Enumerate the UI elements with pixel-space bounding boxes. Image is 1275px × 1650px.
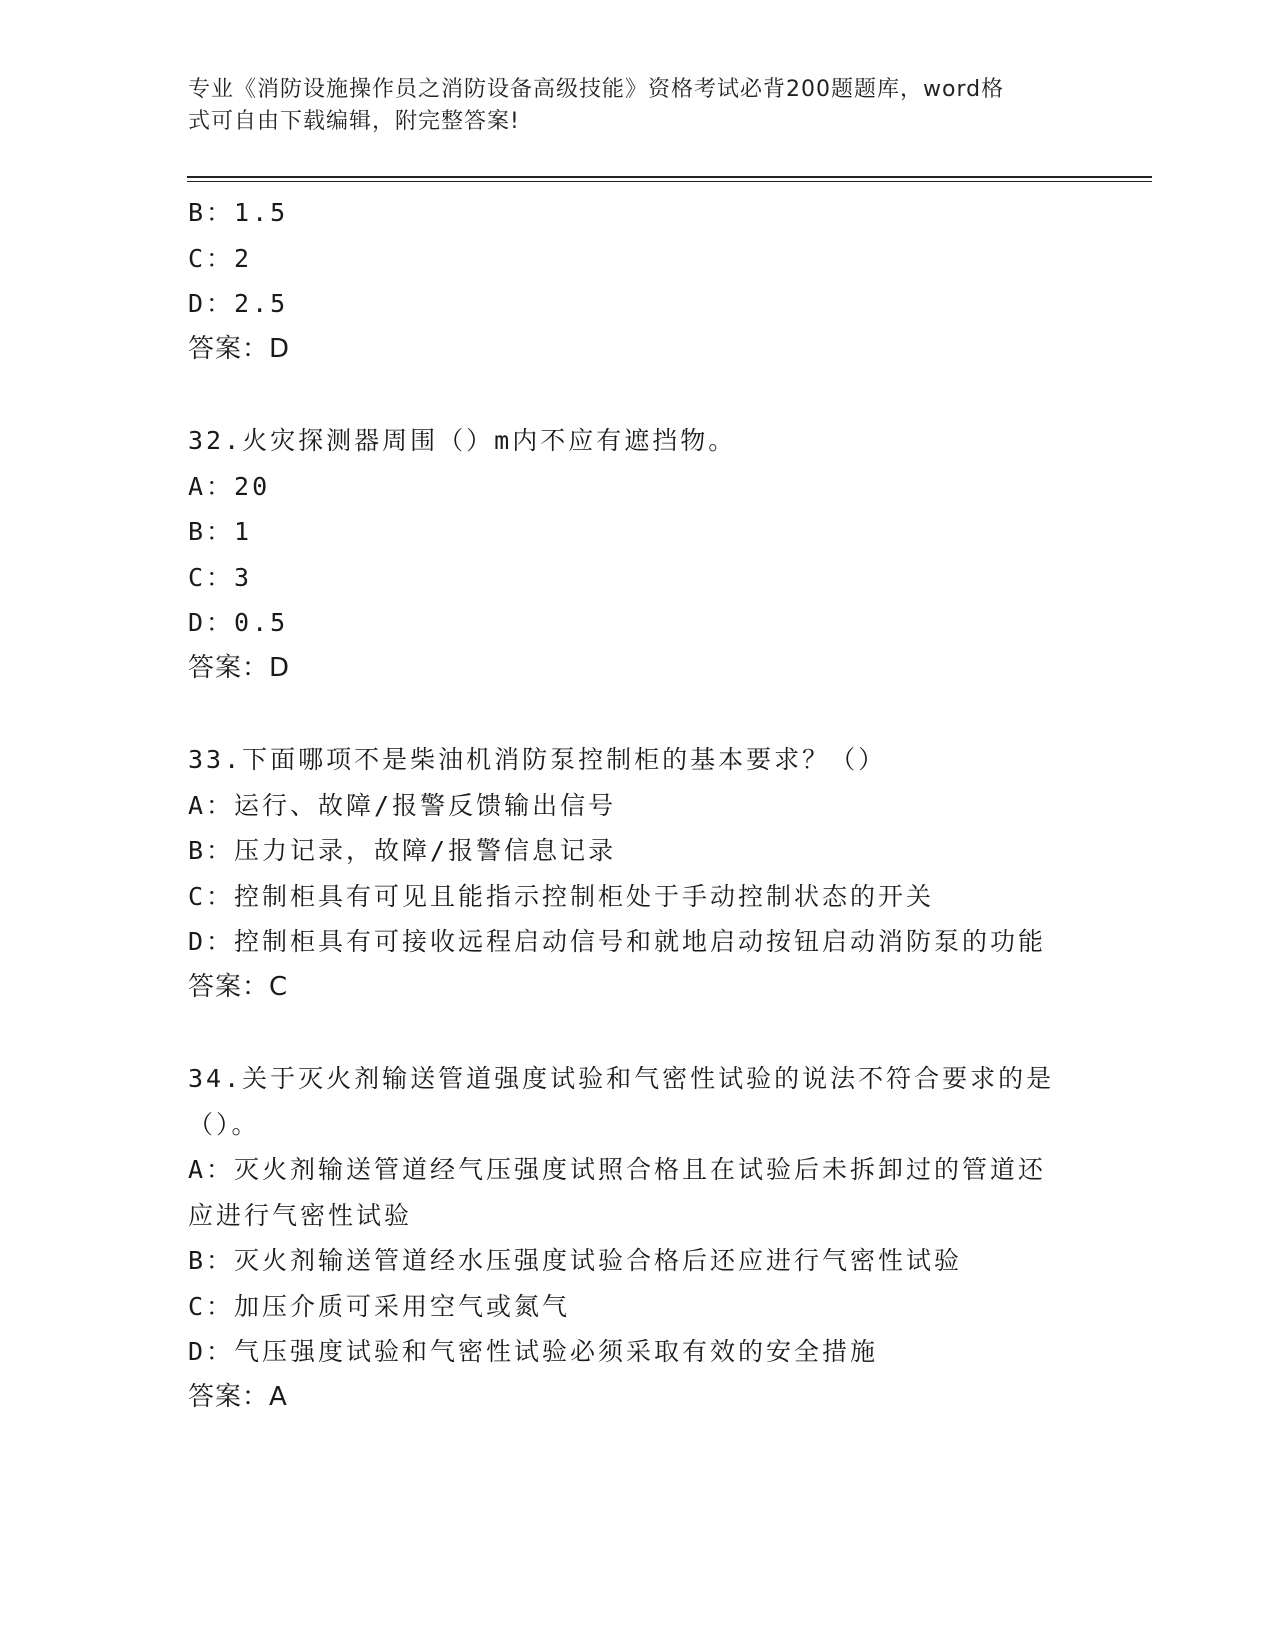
option-c: C：2 [188, 243, 253, 273]
question-block-continued [188, 190, 1088, 372]
header-rule-thick [187, 176, 1152, 178]
header-line-1: 专业《消防设施操作员之消防设备高级技能》资格考试必背200题题库，word格 [188, 77, 1005, 102]
option-c: C：控制柜具有可见且能指示控制柜处于手动控制状态的开关 [188, 881, 935, 911]
block-spacer [188, 691, 1088, 737]
answer-line: 答案：C [188, 971, 289, 1002]
option-b: B：1.5 [188, 198, 289, 227]
option-a-line-1: A：灭火剂输送管道经气压强度试照合格且在试验后未拆卸过的管道还 [188, 1155, 1047, 1184]
question-block-34 [188, 1056, 1088, 1420]
question-block-32 [188, 418, 1088, 691]
question-stem: 33.下面哪项不是柴油机消防泵控制柜的基本要求？（） [188, 745, 887, 774]
block-spacer [188, 1010, 1088, 1056]
answer-line: 答案：D [188, 652, 291, 683]
question-stem: 32.火灾探测器周围（）m内不应有遮挡物。 [188, 426, 737, 455]
question-block-33 [188, 737, 1088, 1010]
option-a-line-2: 应进行气密性试验 [188, 1200, 413, 1230]
document-header [188, 74, 1068, 138]
header-line-2: 式可自由下载编辑，附完整答案! [188, 109, 520, 134]
header-rule-thin [187, 181, 1152, 182]
option-b: B：灭火剂输送管道经水压强度试验合格后还应进行气密性试验 [188, 1246, 963, 1275]
question-list [188, 190, 1088, 1420]
option-b: B：压力记录，故障/报警信息记录 [188, 836, 617, 865]
option-c: C：3 [188, 562, 253, 592]
option-a: A：20 [188, 471, 271, 501]
option-b: B：1 [188, 517, 253, 546]
option-d: D：控制柜具有可接收远程启动信号和就地启动按钮启动消防泵的功能 [188, 927, 1047, 956]
question-stem-line-1: 34.关于灭火剂输送管道强度试验和气密性试验的说法不符合要求的是 [188, 1064, 1055, 1093]
answer-line: 答案：A [188, 1381, 288, 1412]
option-d: D：2.5 [188, 289, 289, 318]
option-d: D：0.5 [188, 608, 289, 637]
option-a: A：运行、故障/报警反馈输出信号 [188, 790, 617, 820]
option-c: C：加压介质可采用空气或氮气 [188, 1291, 571, 1321]
option-d: D：气压强度试验和气密性试验必须采取有效的安全措施 [188, 1337, 879, 1366]
question-stem-line-2: （）。 [188, 1109, 260, 1139]
answer-line: 答案：D [188, 333, 291, 364]
block-spacer [188, 372, 1088, 418]
